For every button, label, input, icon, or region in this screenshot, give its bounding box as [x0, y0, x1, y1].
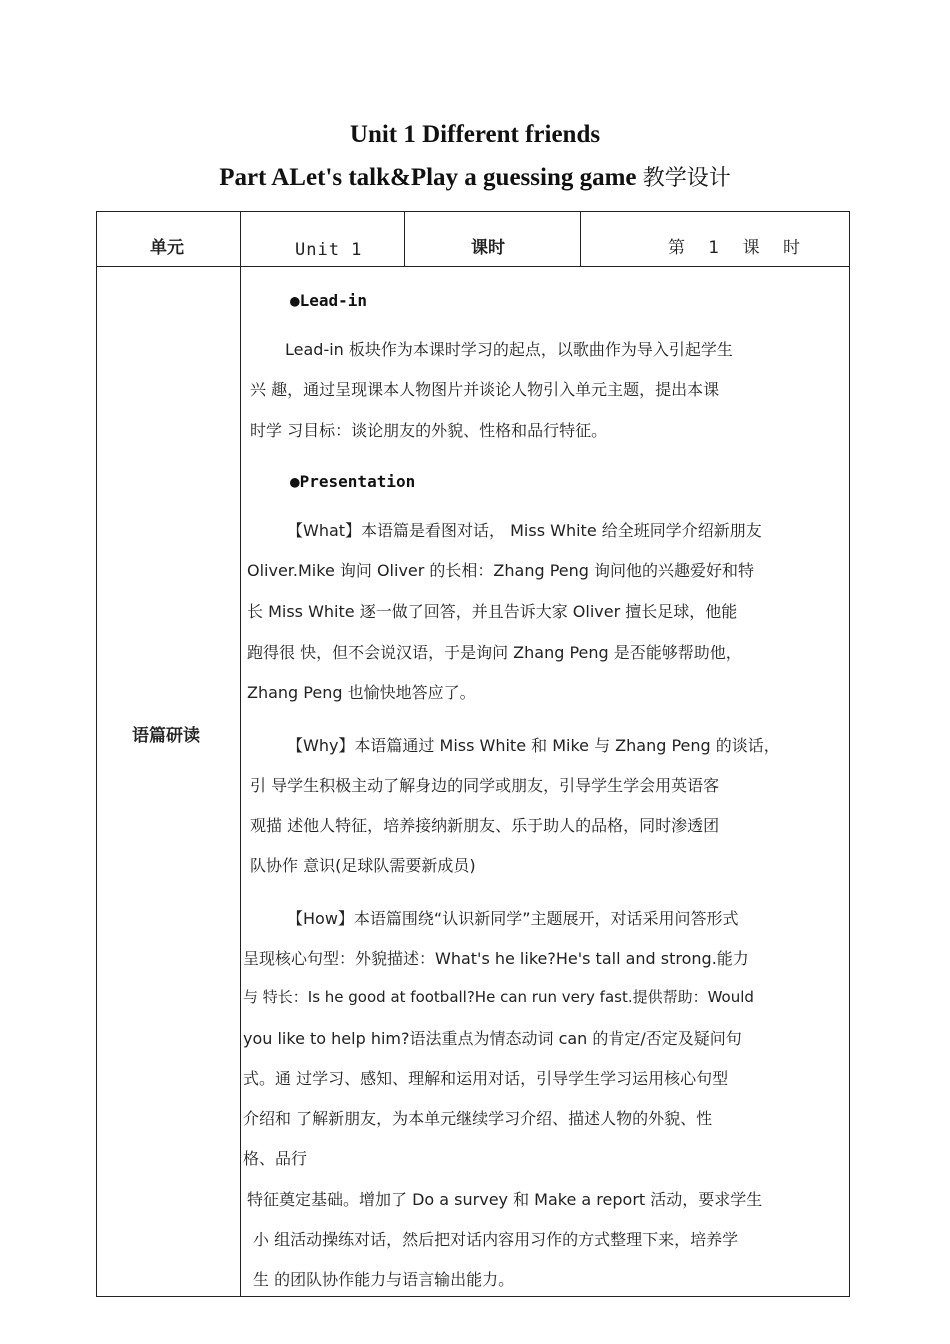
document-title: Unit 1 Different friends [349, 121, 601, 148]
how-line: 【How】本语篇围绕“认识新同学”主题展开，对话采用问答形式 [287, 909, 739, 928]
period-label: 课时 [471, 238, 505, 258]
why-line: 观描 述他人特征，培养接纳新朋友、乐于助人的品格，同时渗透团 [250, 816, 720, 835]
how-line: you like to help him?语法重点为情态动词 can 的肯定/否定及疑问句 [243, 1029, 742, 1048]
what-line: Zhang Peng 也愉快地答应了。 [247, 683, 476, 702]
why-line: 队协作 意识(足球队需要新成员) [250, 856, 476, 875]
text-analysis-label: 语篇研读 [132, 726, 200, 746]
document-subtitle [0, 161, 950, 192]
period-value: 第 1 课 时 [668, 238, 810, 258]
leadin-line: Lead-in 板块作为本课时学习的起点，以歌曲作为导入引起学生 [285, 340, 733, 359]
how-line: 小 组活动操练对话，然后把对话内容用习作的方式整理下来，培养学 [253, 1230, 739, 1249]
how-line: 介绍和 了解新朋友，为本单元继续学习介绍、描述人物的外貌、性 [243, 1109, 713, 1128]
leadin-heading: ●Lead-in [290, 291, 368, 310]
leadin-line: 时学 习目标：谈论朋友的外貌、性格和品行特征。 [250, 421, 608, 440]
why-line: 【Why】本语篇通过 Miss White 和 Mike 与 Zhang Peng 的谈话， [287, 736, 780, 755]
leadin-line: 兴 趣，通过呈现课本人物图片并谈论人物引入单元主题，提出本课 [250, 380, 720, 399]
subtitle-chinese: 教学设计 [642, 166, 731, 191]
table-divider [96, 266, 850, 267]
table-divider [240, 211, 241, 1297]
how-line: 特征奠定基础。增加了 Do a survey 和 Make a report 活动，要求学生 [247, 1190, 763, 1209]
what-line: Oliver.Mike 询问 Oliver 的长相：Zhang Peng 询问他的兴趣爱好和特 [247, 561, 755, 580]
table-divider [580, 211, 581, 266]
why-line: 引 导学生积极主动了解身边的同学或朋友，引导学生学会用英语客 [250, 776, 720, 795]
what-line: 【What】本语篇是看图对话， Miss White 给全班同学介绍新朋友 [287, 521, 762, 540]
how-line: 与 特长：Is he good at football?He can run very fast.提供帮助：Would [243, 988, 754, 1006]
unit-value: Unit 1 [295, 240, 363, 260]
what-line: 跑得很 快，但不会说汉语，于是询问 Zhang Peng 是否能够帮助他， [247, 643, 742, 662]
table-divider [404, 211, 405, 266]
subtitle-english: Part ALet's talk&Play a guessing game [219, 164, 637, 191]
how-line: 生 的团队协作能力与语言输出能力。 [253, 1270, 515, 1289]
how-line: 式。通 过学习、感知、理解和运用对话，引导学生学习运用核心句型 [243, 1069, 729, 1088]
how-line: 格、品行 [243, 1149, 308, 1168]
how-line: 呈现核心句型：外貌描述：What's he like?He's tall and strong.能力 [243, 949, 749, 968]
presentation-heading: ●Presentation [290, 472, 416, 491]
unit-label: 单元 [150, 238, 184, 258]
what-line: 长 Miss White 逐一做了回答，并且告诉大家 Oliver 擅长足球，他能 [247, 602, 738, 621]
